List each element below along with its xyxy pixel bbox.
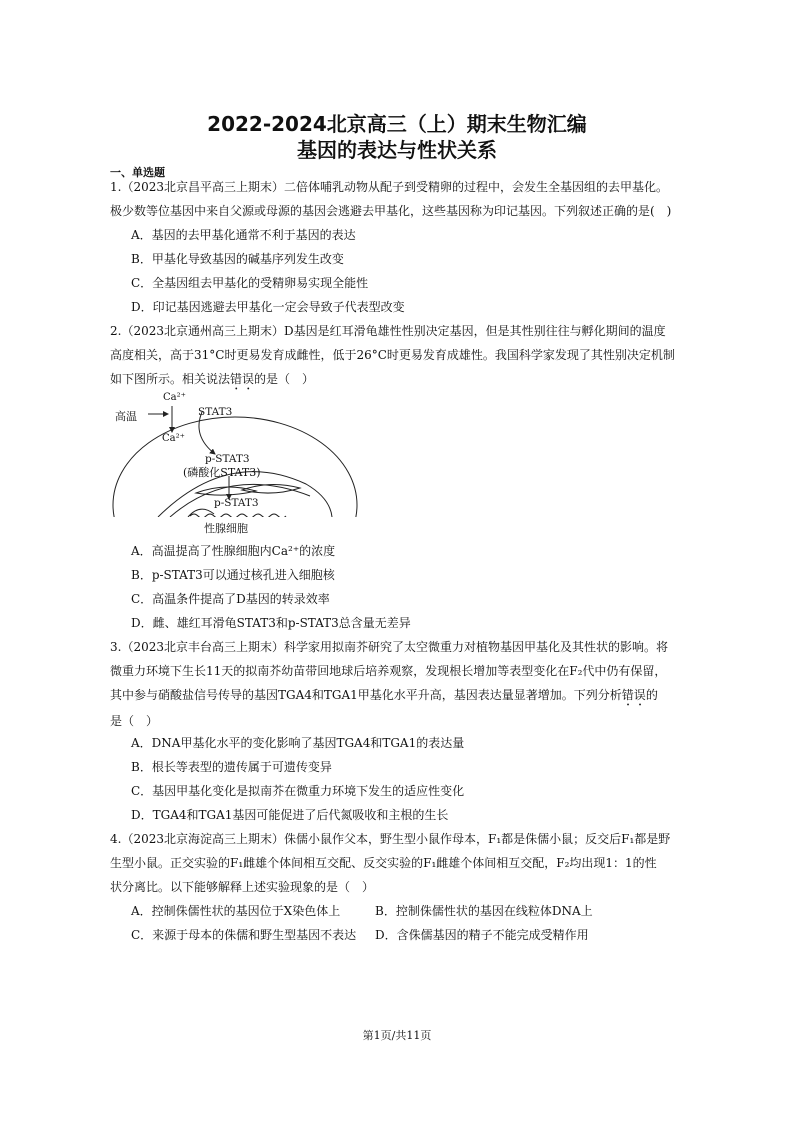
gonad-cell-diagram [110, 390, 370, 538]
question-4-option-b: B．控制侏儒性状的基因在线粒体DNA上 [375, 904, 593, 918]
nuclear-p-stat3-label: p-STAT3 [214, 497, 259, 509]
question-1-option-c: C．全基因组去甲基化的受精卵易实现全能性 [131, 276, 369, 290]
question-1-option-b: B．甲基化导致基因的碱基序列发生改变 [131, 252, 344, 266]
question-stem-line: 微重力环境下生长11天的拟南芥幼苗带回地球后培养观察，发现根长增加等表型变化在F₂代中仍有保留， [110, 664, 667, 678]
membrane-fold-shape [188, 509, 214, 517]
document-subtitle: 基因的表达与性状关系 [297, 138, 497, 162]
question-stem-line: 2.（2023北京通州高三上期末）D基因是红耳滑龟雄性性别决定基因，但是其性别往往与孵化期间的温度 [110, 324, 666, 338]
question-3-stem [110, 635, 690, 733]
high-temperature-label: 高温 [115, 410, 137, 423]
question-stem-line: 是（ ） [110, 714, 159, 728]
dna-strand-shape [190, 514, 286, 518]
question-4-option-d: D．含侏儒基因的精子不能完成受精作用 [375, 928, 589, 942]
question-3-option-b: B．根长等表型的遗传属于可遗传变异 [131, 760, 332, 774]
question-stem-line: 3.（2023北京丰台高三上期末）科学家用拟南芥研究了太空微重力对植物基因甲基化及其性状的影响。将 [110, 640, 668, 654]
section-heading: 一、单选题 [110, 166, 165, 179]
stat3-label: STAT3 [198, 406, 233, 418]
emphasis-word: 错误 [621, 688, 646, 702]
emphasis-word: 错误 [230, 372, 255, 386]
question-1-option-d: D．印记基因逃避去甲基化一定会导致子代表型改变 [131, 300, 405, 314]
question-4-stem [110, 827, 690, 899]
question-stem-line: 1.（2023北京昌平高三上期末）二倍体哺乳动物从配子到受精卵的过程中，会发生全基因组的去甲基化。 [110, 180, 668, 194]
question-stem-line: 状分离比。以下能够解释上述实验现象的是（ ） [110, 880, 375, 894]
question-2-option-c: C．高温条件提高了D基因的转录效率 [131, 592, 330, 606]
question-stem-line: 生型小鼠。正交实验的F₁雌雄个体间相互交配、反交实验的F₁雌雄个体间相互交配，F₂均出现1：1的性 [110, 856, 657, 870]
question-2-option-a: A．高温提高了性腺细胞内Ca²⁺的浓度 [131, 544, 336, 558]
question-2-stem [110, 319, 690, 393]
calcium-ion-label: Ca²⁺ [163, 392, 186, 403]
question-stem-line: 极少数等位基因中来自父源或母源的基因会逃避去甲基化，这些基因称为印记基因。下列叙述正确的是( ) [110, 204, 672, 218]
calcium-ion-inside-label: Ca²⁺ [162, 433, 185, 444]
question-2-option-d: D．雌、雄红耳滑龟STAT3和p-STAT3总含量无差异 [131, 616, 411, 630]
question-stem-line: 高度相关，高于31°C时更易发育成雌性，低于26°C时更易发育成雄性。我国科学家发现了其性别决定机制 [110, 348, 675, 362]
question-1-option-a: A．基因的去甲基化通常不利于基因的表达 [131, 228, 356, 242]
question-3-option-a: A．DNA甲基化水平的变化影响了基因TGA4和TGA1的表达量 [131, 736, 465, 750]
phosphorylated-stat3-label: (磷酸化STAT3) [183, 466, 261, 479]
question-3-option-c: C．基因甲基化变化是拟南芥在微重力环境下发生的适应性变化 [131, 784, 465, 798]
question-4-option-c: C．来源于母本的侏儒和野生型基因不表达 [131, 928, 357, 942]
page-number-footer: 第1页/共11页 [362, 1029, 432, 1042]
question-1-stem [110, 175, 690, 223]
document-title: 2022-2024北京高三（上）期末生物汇编 [207, 112, 587, 136]
question-stem-line: 4.（2023北京海淀高三上期末）侏儒小鼠作父本，野生型小鼠作母本，F₁都是侏儒小鼠；反交后F₁都是野 [110, 832, 671, 846]
question-stem-line: 如下图所示。相关说法错误的是（ ） [110, 372, 315, 386]
question-stem-line: 其中参与硝酸盐信号传导的基因TGA4和TGA1甲基化水平升高，基因表达量显著增加。下列分析错误的 [110, 688, 658, 702]
gonad-cell-label: 性腺细胞 [204, 522, 248, 535]
question-4-option-a: A．控制侏儒性状的基因位于X染色体上 [131, 904, 341, 918]
question-3-option-d: D．TGA4和TGA1基因可能促进了后代氮吸收和主根的生长 [131, 808, 449, 822]
question-2-option-b: B．p-STAT3可以通过核孔进入细胞核 [131, 568, 335, 582]
p-stat3-label: p-STAT3 [205, 453, 250, 465]
